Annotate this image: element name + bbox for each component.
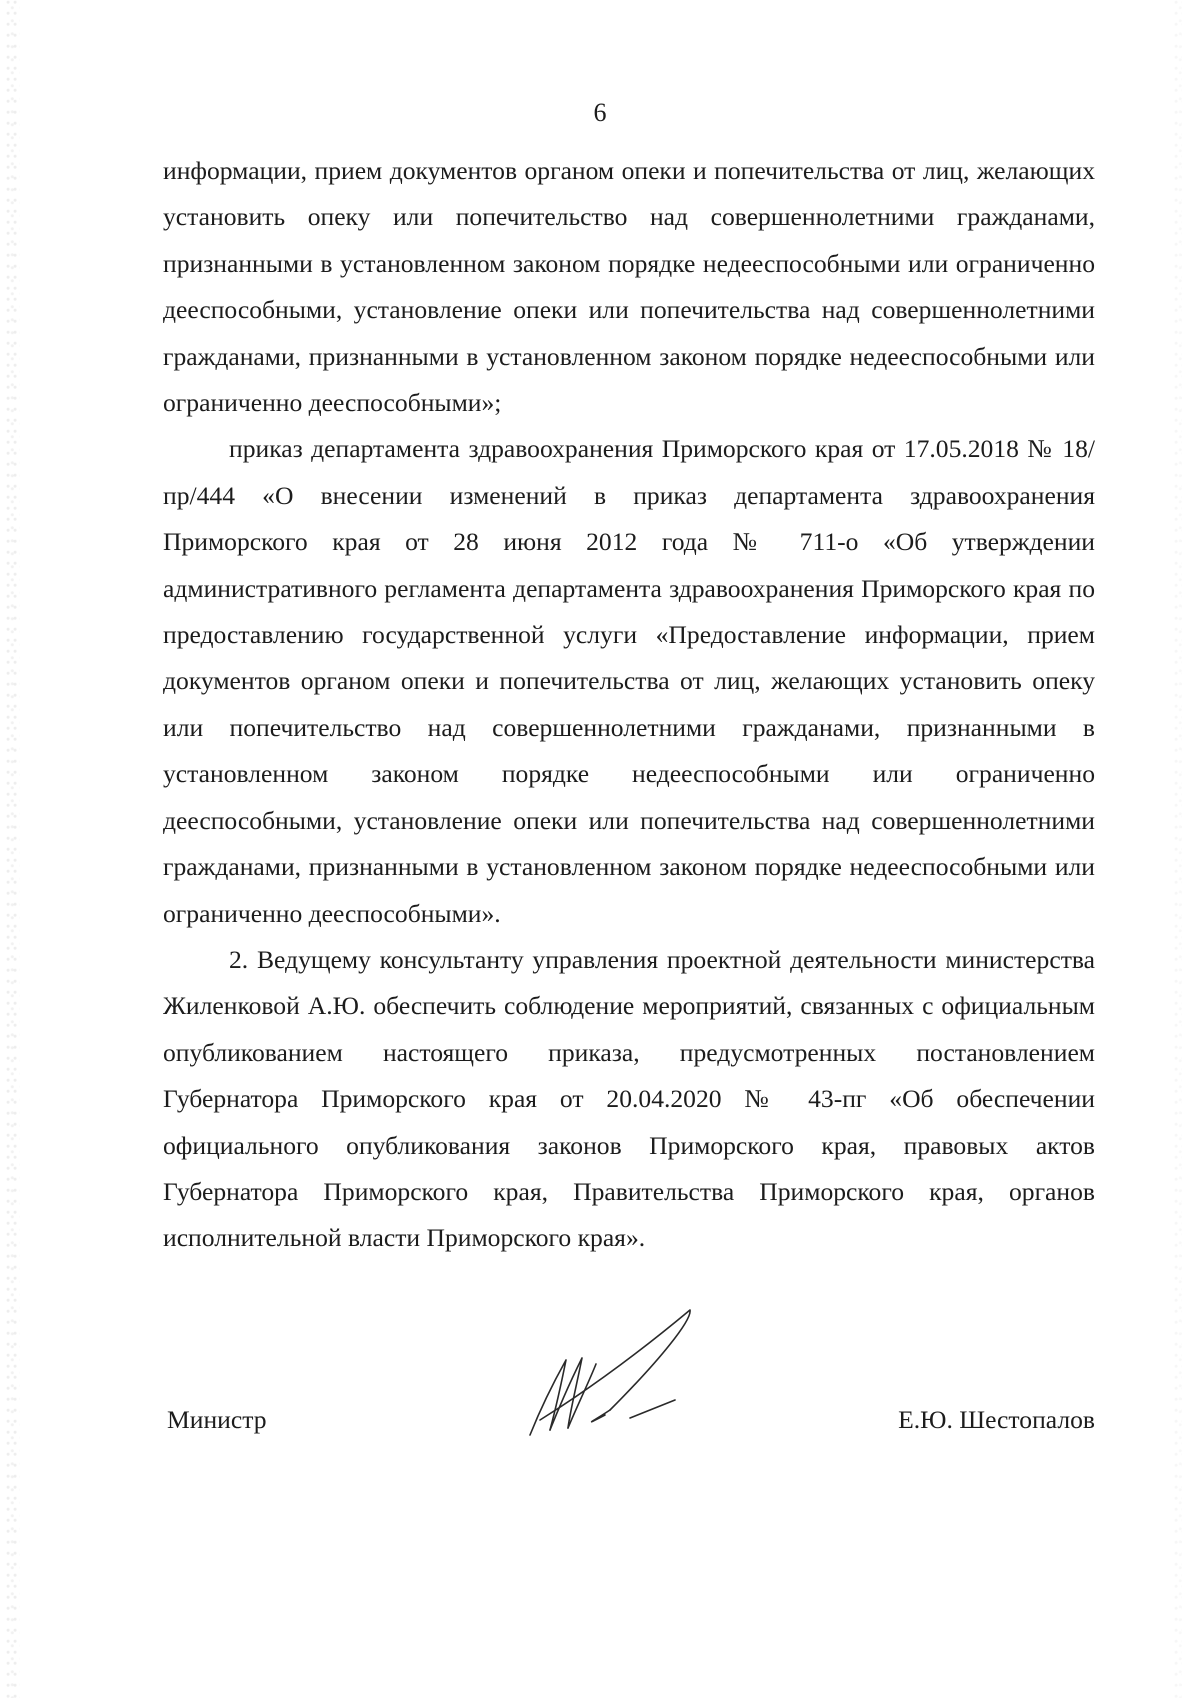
scan-noise-right [1174,0,1182,1698]
signer-name: Е.Ю. Шестопалов [898,1405,1095,1434]
paragraph-order-reference: приказ департамента здравоохранения Приморского края от 17.05.2018 № 18/пр/444 «О внесении изменений в приказ департамента здравоохранения Приморского края от 28 июня 2012 года № 711-о «Об утверждении административного регламента департамента здравоохранения Приморского края по предоставлению государственной услуги «Предоставление информации, прием документов органом опеки и попечительства от лиц, желающих установить опеку или попечительство над совершеннолетними гражданами, признанными в установленном законом порядке недееспособными или ограниченно дееспособными, установление опеки или попечительства над совершеннолетними гражданами, признанными в установленном законом порядке недееспособными или ограниченно дееспособными». [163,434,1095,928]
scan-noise-left [6,0,20,1698]
paragraph-continuation: информации, прием документов органом опеки и попечительства от лиц, желающих установить опеку или попечительство над совершеннолетними гражданами, признанными в установленном законом порядке недееспособными или ограниченно дееспособными, установление опеки или попечительства над совершеннолетними гражданами, признанными в установленном законом порядке недееспособными или ограниченно дееспособными»; [163,156,1095,418]
signature-block [163,1405,1095,1455]
document-body [163,148,1095,1262]
page-number: 6 [593,98,607,127]
paragraph-item-2: 2. Ведущему консультанту управления проектной деятельности министерства Жиленковой А.Ю. обеспечить соблюдение мероприятий, связанных с официальным опубликованием настоящего приказа, предусмотренных постановлением Губернатора Приморского края от 20.04.2020 № 43-пг «Об обеспечении официального опубликования законов Приморского края, правовых актов Губернатора Приморского края, Правительства Приморского края, органов исполнительной власти Приморского края». [163,944,1095,1253]
signer-position: Министр [167,1405,267,1434]
